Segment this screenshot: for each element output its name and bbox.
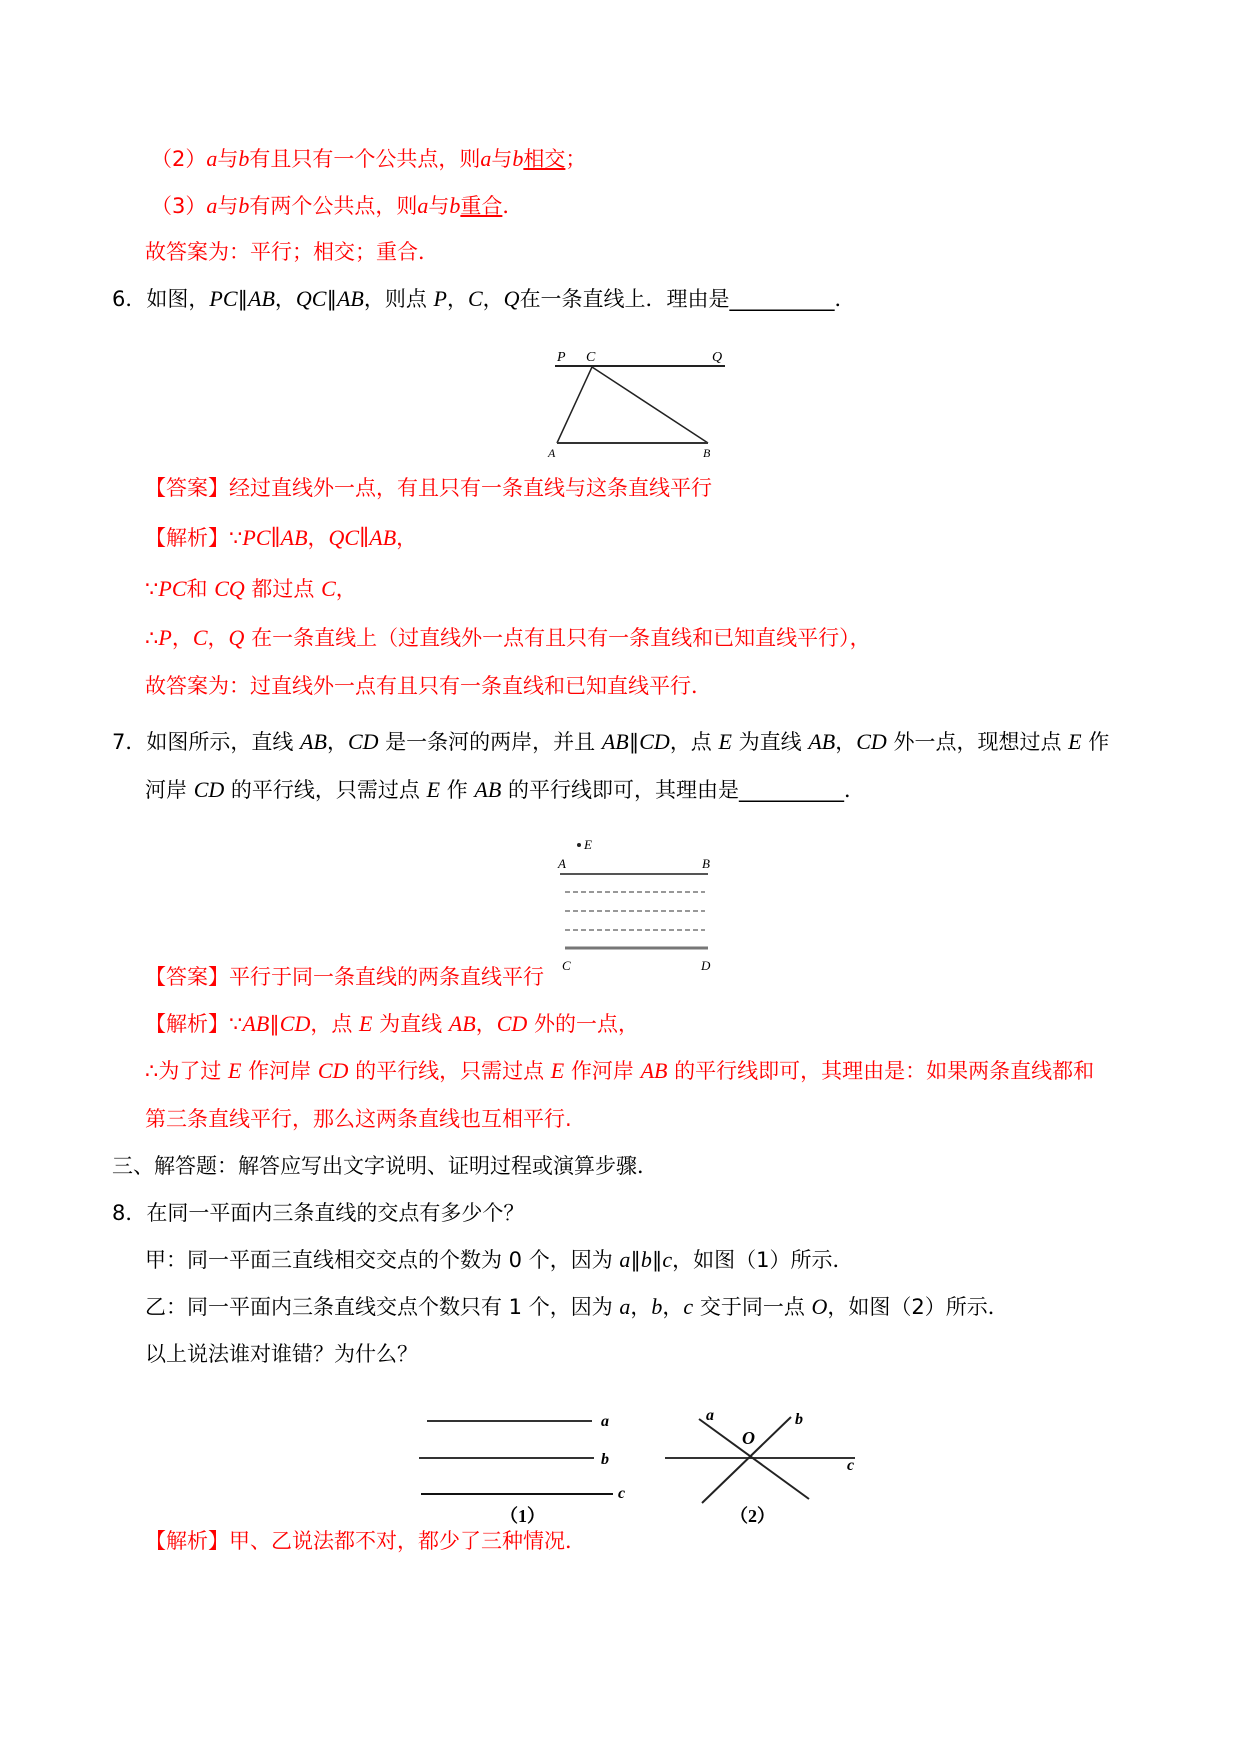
text-line xyxy=(151,193,523,219)
text-segment: ， xyxy=(307,526,329,550)
math-symbol: b xyxy=(512,146,524,171)
math-symbol: Q xyxy=(228,625,245,650)
math-symbol: c xyxy=(683,1294,694,1319)
label-q: Q xyxy=(712,350,723,365)
math-symbol: AB xyxy=(336,286,364,311)
math-symbol: CD xyxy=(279,1011,311,1036)
math-symbol: CD xyxy=(496,1011,528,1036)
math-symbol: C xyxy=(467,286,483,311)
text-segment: ； xyxy=(565,147,587,171)
text-segment: 与 xyxy=(428,194,450,218)
math-symbol: c xyxy=(662,1247,673,1272)
text-segment: 三、解答题：解答应写出文字说明、证明过程或演算步骤． xyxy=(112,1154,658,1178)
text-segment: ∵ xyxy=(145,577,159,601)
math-symbol: CD xyxy=(347,729,379,754)
text-segment: ∥ xyxy=(630,1248,641,1272)
text-line xyxy=(151,146,586,172)
math-symbol: AB xyxy=(448,1011,476,1036)
text-segment: 外的一点， xyxy=(527,1012,639,1036)
text-segment: 乙：同一平面内三条直线交点个数只有 1 个，因为 xyxy=(145,1295,620,1319)
text-segment: （2） xyxy=(151,147,207,171)
math-symbol: CD xyxy=(639,729,670,754)
text-line xyxy=(145,625,871,651)
text-segment: 第三条直线平行，那么这两条直线也互相平行. xyxy=(145,1107,572,1131)
text-segment: ∥ xyxy=(269,1012,280,1036)
text-segment: 作河岸 xyxy=(564,1059,641,1083)
math-symbol: QC xyxy=(295,286,327,311)
text-line xyxy=(145,1341,418,1367)
text-segment: 【解析】∵ xyxy=(145,526,243,550)
text-segment: 故答案为：过直线外一点有且只有一条直线和已知直线平行． xyxy=(145,674,712,698)
text-segment: 外一点，现想过点 xyxy=(886,730,1069,754)
label-b2: b xyxy=(795,1411,803,1428)
text-line xyxy=(145,964,544,990)
math-symbol: P xyxy=(158,625,172,650)
text-segment: 是一条河的两岸，并且 xyxy=(378,730,602,754)
label-p: P xyxy=(557,350,566,365)
text-segment: ． xyxy=(502,194,524,218)
label-a: A xyxy=(558,856,566,871)
caption-2: （2） xyxy=(730,1506,775,1526)
math-symbol: C xyxy=(321,576,336,601)
text-segment: 与 xyxy=(217,194,239,218)
math-symbol: a xyxy=(619,1247,631,1272)
label-b: B xyxy=(702,856,710,871)
math-symbol: AB xyxy=(300,729,327,754)
text-segment: ， xyxy=(274,287,296,311)
text-line xyxy=(145,1058,1094,1084)
math-symbol: CD xyxy=(193,777,225,802)
text-segment: 的平行线即可，其理由是：如果两条直线都和 xyxy=(667,1059,1095,1083)
text-segment: 甲：同一平面三直线相交交点的个数为 0 个，因为 xyxy=(145,1248,620,1272)
text-segment: ∥ xyxy=(628,730,640,754)
math-symbol: AB xyxy=(242,1011,270,1036)
label-b: B xyxy=(703,446,711,460)
text-segment: ，如图（2）所示． xyxy=(827,1295,1009,1319)
figure-river xyxy=(555,832,735,974)
text-segment: ， xyxy=(207,626,229,650)
label-b: b xyxy=(601,1451,609,1468)
label-a: a xyxy=(601,1413,609,1430)
text-segment: ，点 xyxy=(669,730,719,754)
math-symbol: b xyxy=(640,1247,652,1272)
text-segment: ∥ xyxy=(651,1248,663,1272)
label-c2: c xyxy=(847,1457,855,1474)
math-symbol: AB xyxy=(640,1058,668,1083)
text-segment: ，则点 xyxy=(363,287,434,311)
label-a2: a xyxy=(706,1407,714,1424)
math-symbol: E xyxy=(228,1058,242,1083)
label-c: c xyxy=(618,1485,626,1502)
text-segment: 的平行线，只需过点 xyxy=(224,778,427,802)
text-line xyxy=(145,777,865,803)
math-symbol: a xyxy=(417,193,429,218)
underlined-answer: 重合 xyxy=(460,194,503,218)
label-a: A xyxy=(548,446,556,460)
math-symbol: CD xyxy=(856,729,887,754)
text-line xyxy=(145,239,439,265)
text-segment: 交于同一点 xyxy=(693,1295,812,1319)
text-line xyxy=(112,1200,524,1226)
math-symbol: AB xyxy=(808,729,836,754)
text-segment: ∥ xyxy=(326,287,337,311)
text-segment: 【答案】平行于同一条直线的两条直线平行 xyxy=(145,965,544,989)
text-segment: 作河岸 xyxy=(241,1059,318,1083)
text-segment: ， xyxy=(475,1012,497,1036)
label-d: D xyxy=(701,958,711,973)
text-segment: ， xyxy=(446,287,468,311)
text-segment: 7．如图所示，直线 xyxy=(112,730,301,754)
text-line xyxy=(145,1294,1009,1320)
text-segment: ， xyxy=(482,287,504,311)
text-segment: 与 xyxy=(217,147,239,171)
text-segment: 为直线 xyxy=(731,730,809,754)
text-segment: 都过点 xyxy=(244,577,322,601)
text-segment: 河岸 xyxy=(145,778,194,802)
math-symbol: Q xyxy=(503,286,520,311)
text-segment: ， xyxy=(335,577,357,601)
text-line xyxy=(145,525,417,551)
text-line xyxy=(145,673,712,699)
math-symbol: PC xyxy=(209,286,238,311)
math-symbol: C xyxy=(192,625,208,650)
text-line xyxy=(112,729,1109,755)
math-symbol: E xyxy=(1068,729,1082,754)
text-segment: 和 xyxy=(186,577,215,601)
text-segment: ， xyxy=(326,730,348,754)
text-segment: ， xyxy=(630,1295,652,1319)
text-line xyxy=(145,1247,854,1273)
math-symbol: O xyxy=(811,1294,828,1319)
math-symbol: b xyxy=(238,193,250,218)
math-symbol: b xyxy=(449,193,461,218)
text-segment: ， xyxy=(171,626,193,650)
text-segment: ∥ xyxy=(237,287,248,311)
text-segment: ， xyxy=(396,526,418,550)
label-o: O xyxy=(742,1428,755,1448)
text-segment: ， xyxy=(835,730,857,754)
text-segment: 6．如图， xyxy=(112,287,210,311)
text-segment: 的平行线即可，其理由是__________． xyxy=(501,778,865,802)
text-segment: ，如图（1）所示． xyxy=(672,1248,854,1272)
text-segment: ∴ xyxy=(145,626,159,650)
text-segment: 有两个公共点，则 xyxy=(249,194,418,218)
text-segment: 在一条直线上．理由是__________． xyxy=(519,287,856,311)
text-segment: 有且只有一个公共点，则 xyxy=(249,147,481,171)
math-symbol: b xyxy=(651,1294,663,1319)
math-symbol: PC∥AB xyxy=(242,525,308,550)
text-segment: ， xyxy=(662,1295,684,1319)
label-e: E xyxy=(584,837,592,852)
text-segment: 【解析】甲、乙说法都不对，都少了三种情况． xyxy=(145,1529,586,1553)
math-symbol: CQ xyxy=(214,576,245,601)
math-symbol: E xyxy=(426,777,441,802)
label-c: C xyxy=(562,958,571,973)
text-segment: 8．在同一平面内三条直线的交点有多少个？ xyxy=(112,1201,525,1225)
text-segment: 在一条直线上（过直线外一点有且只有一条直线和已知直线平行）， xyxy=(244,626,871,650)
text-segment: ，点 xyxy=(310,1012,360,1036)
figure-triangle-pcq xyxy=(545,342,735,462)
math-symbol: a xyxy=(206,193,218,218)
text-segment: 故答案为：平行；相交；重合． xyxy=(145,240,439,264)
text-segment: 【答案】经过直线外一点，有且只有一条直线与这条直线平行 xyxy=(145,476,712,500)
text-segment: 与 xyxy=(491,147,513,171)
math-symbol: a xyxy=(480,146,492,171)
text-segment: 【解析】∵ xyxy=(145,1012,243,1036)
text-segment: 的平行线，只需过点 xyxy=(348,1059,551,1083)
math-symbol: a xyxy=(206,146,218,171)
underlined-answer: 相交 xyxy=(523,147,566,171)
figure-three-lines xyxy=(410,1400,870,1535)
text-segment: ∴为了过 xyxy=(145,1059,229,1083)
math-symbol: P xyxy=(433,286,447,311)
text-line xyxy=(145,1106,572,1132)
text-line xyxy=(112,1153,658,1179)
text-segment: 以上说法谁对谁错？为什么？ xyxy=(145,1342,418,1366)
math-symbol: E xyxy=(359,1011,373,1036)
text-segment: 作 xyxy=(1081,730,1110,754)
text-segment: （3） xyxy=(151,194,207,218)
math-symbol: AB xyxy=(474,777,502,802)
math-symbol: CD xyxy=(317,1058,349,1083)
math-symbol: AB xyxy=(248,286,275,311)
text-line xyxy=(145,576,357,602)
text-segment: 作 xyxy=(440,778,475,802)
math-symbol: QC∥AB xyxy=(328,525,397,550)
math-symbol: E xyxy=(718,729,732,754)
text-line xyxy=(145,475,712,501)
math-symbol: AB xyxy=(601,729,629,754)
label-c: C xyxy=(586,350,596,365)
math-symbol: a xyxy=(619,1294,631,1319)
caption-1: （1） xyxy=(500,1506,545,1526)
text-line xyxy=(145,1011,639,1037)
text-segment: 为直线 xyxy=(372,1012,449,1036)
math-symbol: b xyxy=(238,146,250,171)
text-line xyxy=(112,286,856,312)
math-symbol: E xyxy=(550,1058,565,1083)
math-symbol: PC xyxy=(158,576,187,601)
